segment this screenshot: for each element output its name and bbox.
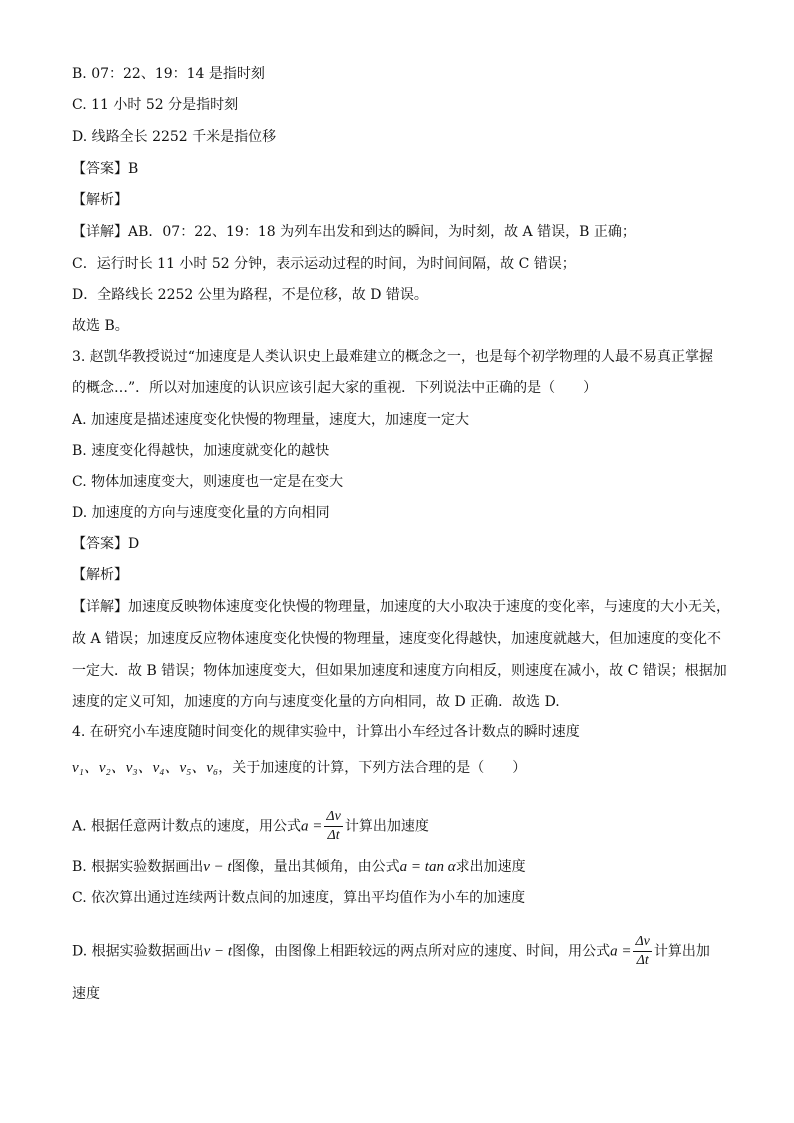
q3-stem-1: 3. 赵凯华教授说过“加速度是人类认识史上最难建立的概念之一，也是每个初学物理的人最不易真正掌握 [72, 349, 713, 365]
fraction-dv-dt [324, 808, 342, 845]
q4-option-d-mid: 图像，由图像上相距较远的两点所对应的速度、时间，用公式 [232, 943, 611, 960]
formula-lhs: a = [301, 818, 323, 835]
fraction-dv-dt-d [633, 933, 651, 970]
q4-option-d-wrap: 速度 [72, 986, 100, 1002]
q4-option-c: C. 依次算出通过连续两计数点间的加速度，算出平均值作为小车的加速度 [72, 890, 526, 906]
fraction-denominator: Δt [327, 828, 340, 843]
q4-option-b-prefix: B. 根据实验数据画出 [72, 859, 204, 875]
fraction-numerator-d: Δv [633, 933, 651, 952]
q2-answer: 【答案】B [72, 161, 139, 177]
q3-option-a: A. 加速度是描述速度变化快慢的物理量，速度大，加速度一定大 [72, 412, 470, 428]
q2-detail-1: 【详解】AB．07：22、19：18 为列车出发和到达的瞬间，为时刻，故 A 错误，B 正确； [72, 224, 636, 240]
q2-analysis: 【解析】 [72, 192, 128, 208]
q2-detail-3: D．全路线长 2252 公里为路程，不是位移，故 D 错误。 [72, 287, 428, 303]
q4-option-d-suffix: 计算出加 [653, 943, 710, 960]
fraction-numerator: Δv [324, 808, 342, 827]
q2-detail-2: C．运行时长 11 小时 52 分钟，表示运动过程的时间，为时间间隔，故 C 错误； [72, 256, 576, 272]
q4-option-b-suffix: 求出加速度 [455, 859, 526, 875]
q4-stem-1: 4. 在研究小车速度随时间变化的规律实验中，计算出小车经过各计数点的瞬时速度 [72, 724, 580, 740]
q4-option-a [72, 808, 429, 845]
q4-stem-2-suffix: ，关于加速度的计算，下列方法合理的是（ ） [218, 760, 527, 776]
q3-answer: 【答案】D [72, 536, 140, 552]
q3-option-c: C. 物体加速度变大，则速度也一定是在变大 [72, 474, 344, 490]
q4-option-b-mid: 图像，量出其倾角，由公式 [231, 859, 400, 875]
velocity-list: v₁、v₂、v₃、v₄、v₅、v₆ [72, 760, 219, 776]
q3-option-b: B. 速度变化得越快，加速度就变化的越快 [72, 443, 330, 459]
q2-option-c: C. 11 小时 52 分是指时刻 [72, 97, 239, 113]
q4-option-a-prefix: A. 根据任意两计数点的速度，用公式 [72, 818, 302, 835]
q4-stem-2 [72, 758, 526, 778]
formula-lhs-d: a = [610, 943, 632, 960]
q3-stem-2: 的概念…”．所以对加速度的认识应该引起大家的重视．下列说法中正确的是（ ） [72, 380, 598, 396]
q2-option-d: D. 线路全长 2252 千米是指位移 [72, 129, 277, 145]
q2-conclusion: 故选 B。 [72, 318, 129, 334]
q3-option-d: D. 加速度的方向与速度变化量的方向相同 [72, 505, 330, 521]
vt-label-d: v − t [203, 943, 233, 960]
q4-option-a-suffix: 计算出加速度 [344, 818, 429, 835]
q3-analysis: 【解析】 [72, 567, 128, 583]
fraction-denominator-d: Δt [636, 953, 649, 968]
q3-detail-4: 速度的定义可知，加速度的方向与速度变化量的方向相同，故 D 正确．故选 D. [72, 694, 560, 710]
q4-option-d-prefix: D. 根据实验数据画出 [72, 943, 204, 960]
q4-option-b [72, 857, 526, 877]
q3-detail-2: 故 A 错误；加速度反应物体速度变化快慢的物理量，速度变化得越快，加速度就越大，但加速度的变化不 [72, 631, 722, 647]
tan-formula: a = tan α [399, 859, 456, 875]
q3-detail-1: 【详解】加速度反映物体速度变化快慢的物理量，加速度的大小取决于速度的变化率，与速度的大小无关， [72, 599, 730, 615]
q3-detail-3: 一定大．故 B 错误；物体加速度变大，但如果加速度和速度方向相反，则速度在减小，故 C 错误；根据加 [72, 663, 727, 679]
q2-option-b: B. 07：22、19：14 是指时刻 [72, 66, 265, 82]
q4-option-d [72, 933, 710, 970]
vt-label: v − t [203, 859, 232, 875]
